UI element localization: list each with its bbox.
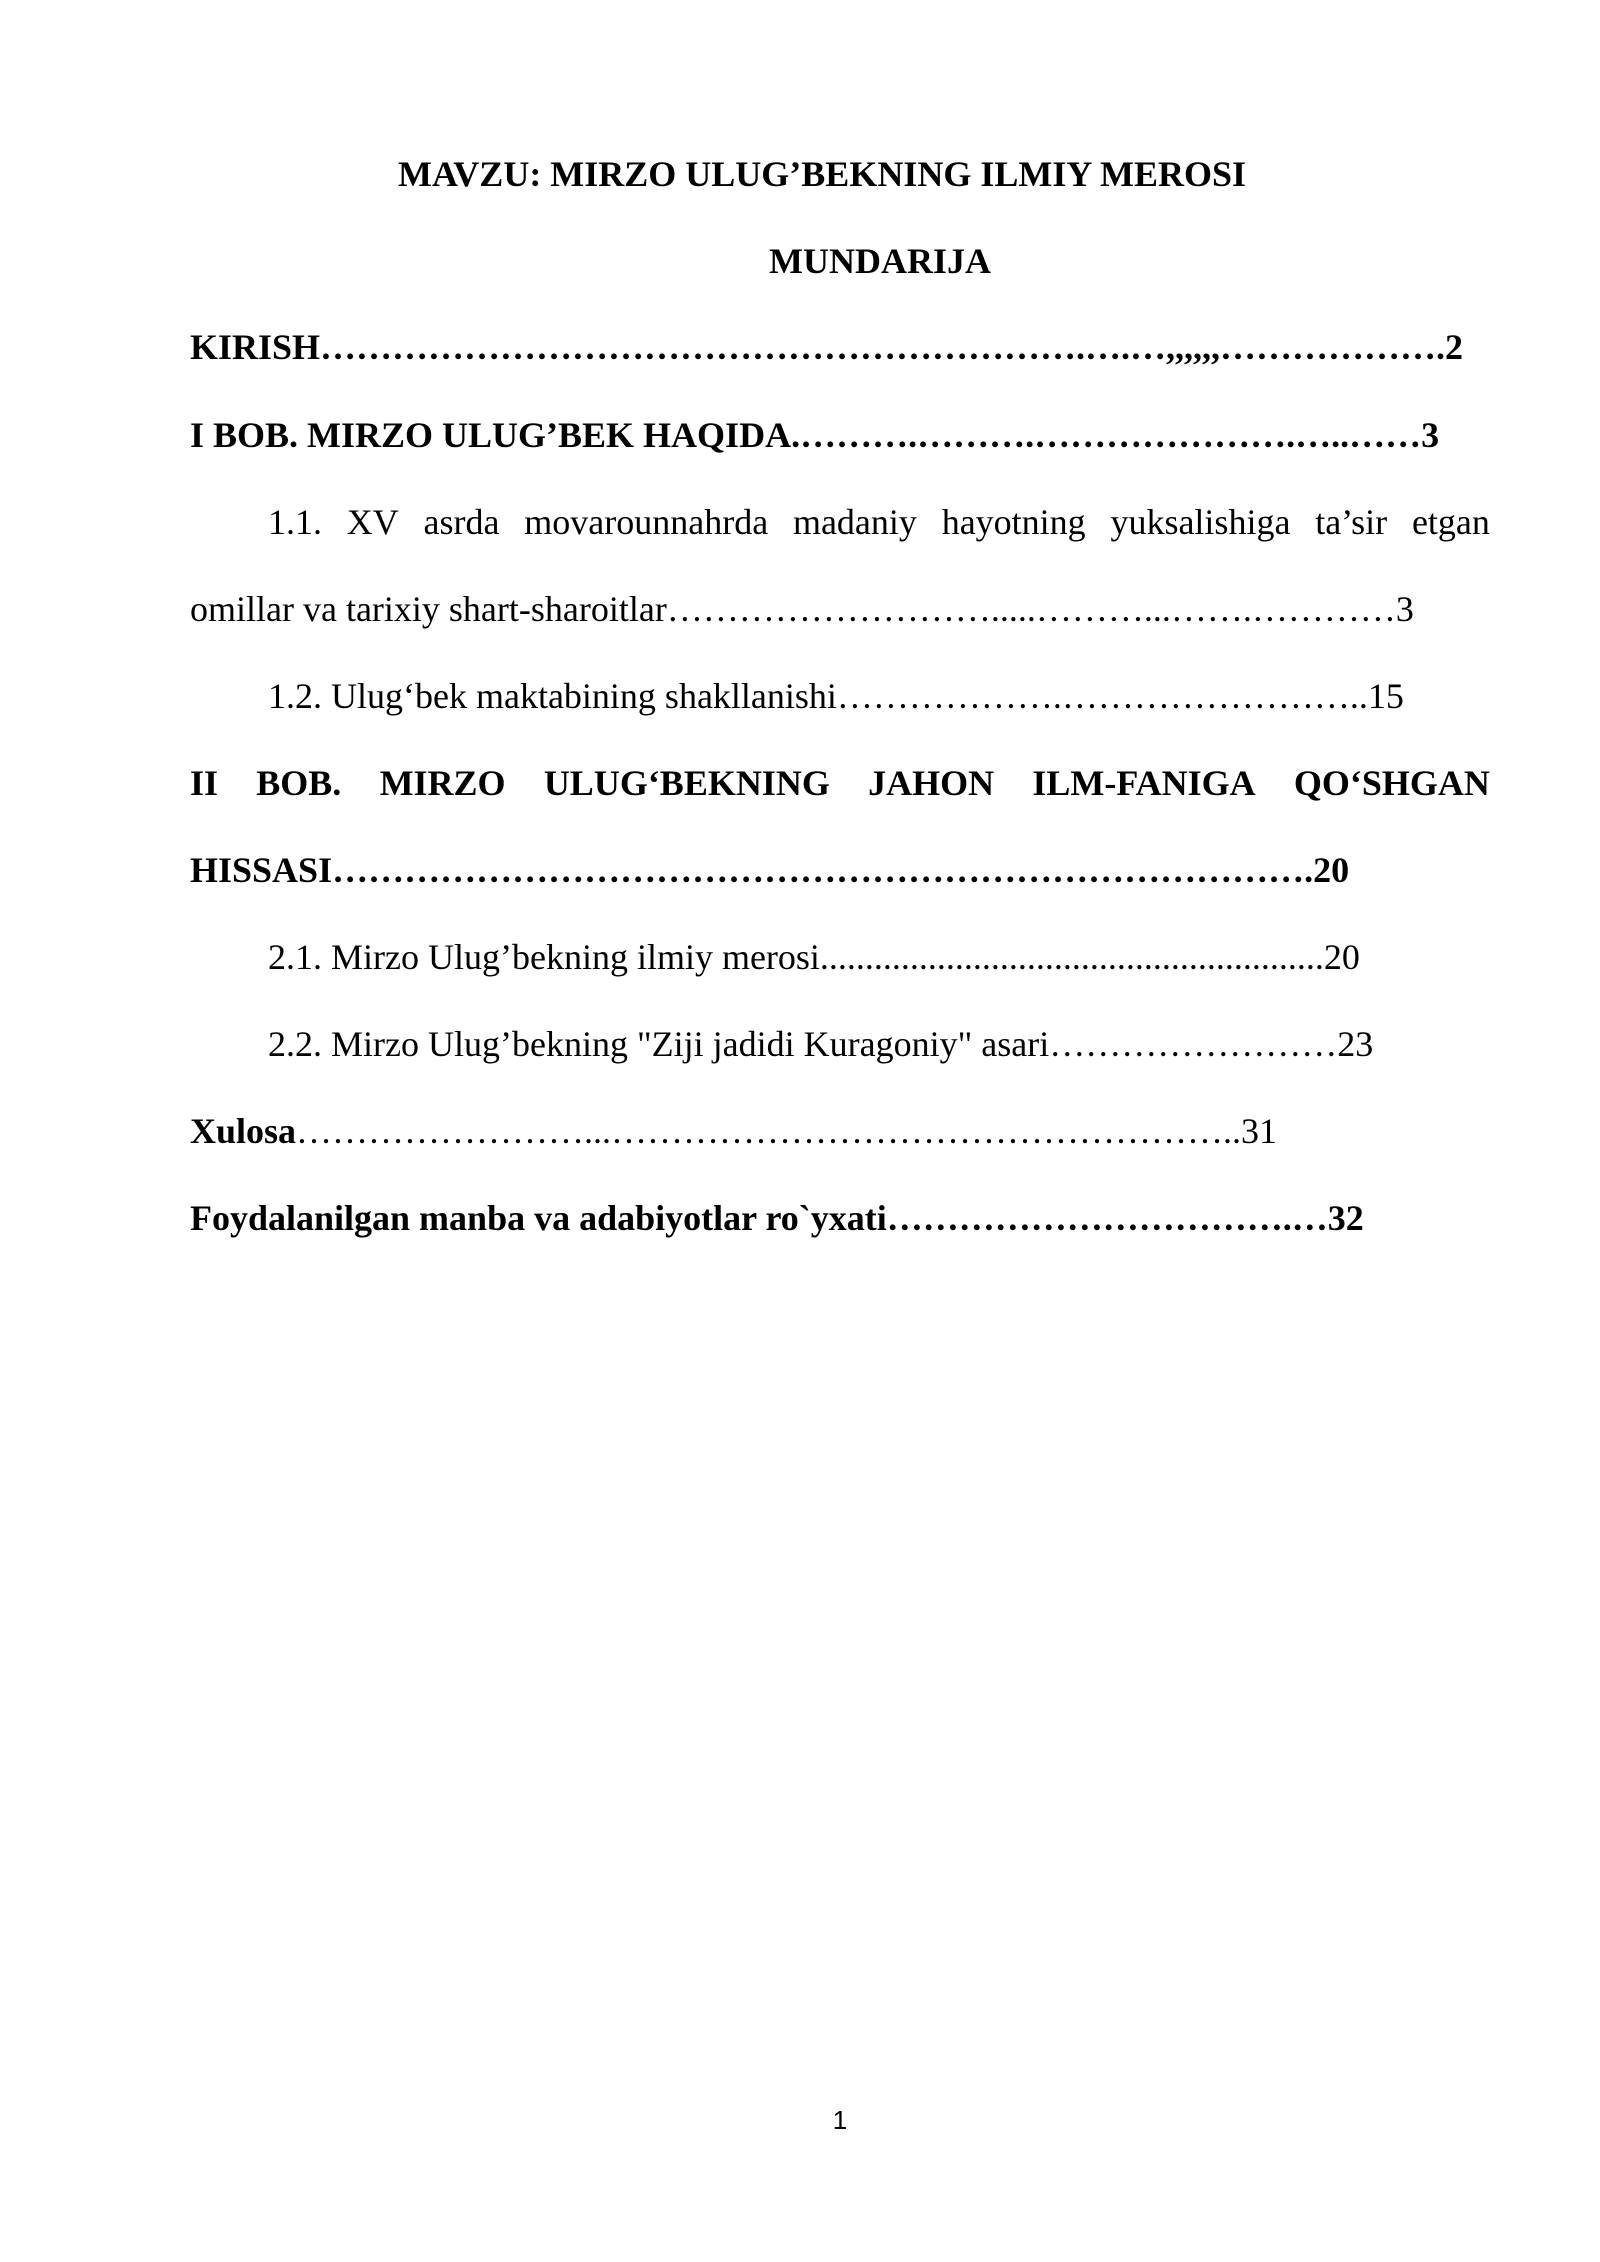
toc-entry-1-2 xyxy=(268,674,1404,718)
toc-entry-bob2-word: MIRZO xyxy=(379,763,506,803)
toc-entry-1-1-word: hayotning xyxy=(941,502,1086,542)
toc-entry-1-1-word: 1.1. xyxy=(268,502,322,542)
toc-entry-bob1-label: I BOB. MIRZO ULUG’BEK HAQIDA.……….……….………………….…..……3 xyxy=(190,415,1440,455)
toc-entry-1-1-line2 xyxy=(190,587,1414,631)
toc-entry-kirish xyxy=(190,325,1463,369)
toc-entry-1-1-word: asrda xyxy=(423,502,500,542)
toc-entry-bob2-word: QO‘SHGAN xyxy=(1293,763,1490,803)
toc-entry-kirish-label: KIRISH……………………………………………………….….…,,,,,,……………….2 xyxy=(190,327,1464,367)
toc-entry-2-2 xyxy=(268,1022,1373,1066)
toc-entry-2-1 xyxy=(268,935,1360,979)
toc-entry-1-1-word: ta’sir xyxy=(1315,502,1388,542)
page-number: 1 xyxy=(832,2105,848,2135)
toc-entry-bob2-label-cont: HISSASI……………………………………………………………………….20 xyxy=(190,850,1350,890)
toc-entry-bob2-line1 xyxy=(190,761,1490,805)
toc-entry-bob2-word: BOB. xyxy=(256,763,342,803)
toc-entry-xulosa xyxy=(190,1109,1277,1153)
toc-entry-1-1-word: etgan xyxy=(1411,502,1490,542)
toc-entry-bob2-line2 xyxy=(190,848,1349,892)
toc-entry-1-1-label-cont: omillar va tarixiy shart-sharoitlar……………………….....………...…….…………3 xyxy=(190,589,1414,629)
toc-entry-1-1-line1 xyxy=(268,500,1490,544)
toc-entry-bob2-word: ULUG‘BEKNING xyxy=(543,763,830,803)
toc-entry-adabiyotlar xyxy=(190,1196,1364,1240)
document-title: MAVZU: MIRZO ULUG’BEKNING ILMIY MEROSI xyxy=(397,154,1247,194)
toc-entry-bob2-word: ILM-FANIGA xyxy=(1032,763,1256,803)
toc-entry-adabiyotlar-label: Foydalanilgan manba va adabiyotlar ro`yxati…………………………….…32 xyxy=(190,1198,1364,1238)
toc-entry-bob2-word: II xyxy=(190,763,219,803)
toc-entry-xulosa-label: Xulosa xyxy=(190,1111,297,1151)
toc-entry-1-2-label: 1.2. Ulug‘bek maktabining shakllanishi……………….……………………..15 xyxy=(268,676,1404,716)
toc-entry-1-1-word: XV xyxy=(346,502,399,542)
toc-entry-1-1-word: madaniy xyxy=(792,502,917,542)
toc-entry-bob1 xyxy=(190,413,1439,457)
toc-entry-2-1-label: 2.1. Mirzo Ulug’bekning ilmiy merosi........................................................20 xyxy=(268,937,1360,977)
toc-entry-bob2-word: JAHON xyxy=(868,763,995,803)
contents-heading: MUNDARIJA xyxy=(769,241,991,281)
toc-entry-2-2-label: 2.2. Mirzo Ulug’bekning "Ziji jadidi Kuragoniy" asari……………………23 xyxy=(268,1024,1374,1064)
toc-entry-1-1-word: movarounnahrda xyxy=(524,502,769,542)
toc-entry-1-1-word: yuksalishiga xyxy=(1110,502,1291,542)
toc-entry-xulosa-leader: ……………………...……………………………………………..31 xyxy=(296,1111,1278,1151)
